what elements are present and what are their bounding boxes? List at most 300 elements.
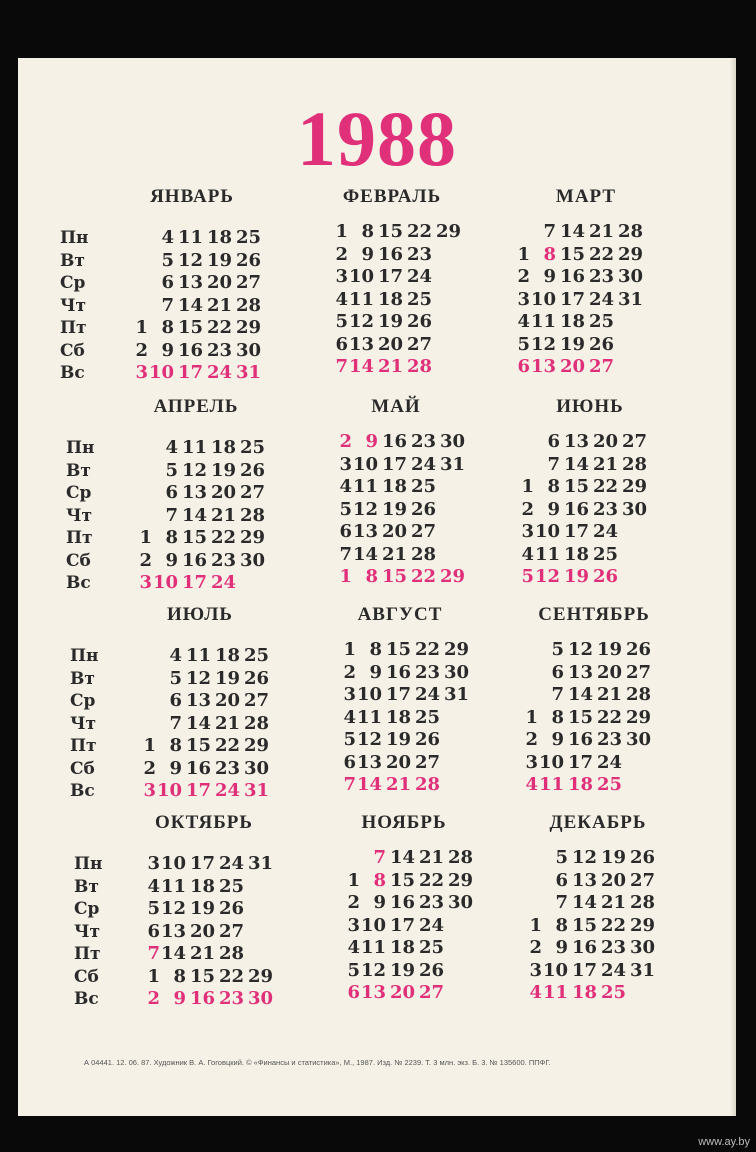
day-cell: 4 [347, 937, 360, 958]
weekday-labels [66, 438, 95, 596]
day-cell: 24 [210, 572, 236, 593]
day-cell: 12 [160, 898, 186, 919]
day-cell: 19 [214, 667, 240, 689]
day-cell: 17 [559, 288, 585, 310]
day-cell: 28 [406, 356, 432, 377]
day-cell: 23 [600, 937, 626, 958]
day-cell: 2 [517, 266, 530, 287]
day-cell: 28 [414, 774, 440, 795]
day-cell: 10 [534, 521, 560, 542]
weekday-label: Вс [70, 781, 95, 801]
day-cell: 10 [156, 780, 182, 801]
day-cell: 25 [596, 774, 622, 795]
month-name: ИЮНЬ [556, 396, 624, 417]
day-cell: 19 [559, 333, 585, 355]
day-cell: 26 [418, 959, 444, 981]
day-cell: 22 [206, 317, 232, 338]
day-cell: 27 [410, 521, 436, 542]
day-cell: 25 [600, 982, 626, 1003]
day-cell: 31 [243, 780, 269, 801]
month-name: АПРЕЛЬ [153, 396, 239, 417]
day-cell: 26 [629, 847, 655, 868]
day-cell: 27 [243, 690, 269, 711]
day-cell: 2 [525, 729, 538, 750]
day-cell: 10 [352, 453, 378, 475]
day-cell: 29 [625, 706, 651, 728]
day-cell: 16 [185, 757, 211, 779]
day-cell: 22 [410, 566, 436, 587]
day-cell: 20 [596, 661, 622, 683]
day-cell: 10 [148, 362, 174, 383]
day-cell: 4 [525, 774, 538, 795]
day-cell: 7 [373, 847, 386, 868]
day-cell: 22 [218, 965, 244, 987]
weekday-labels [74, 854, 103, 1012]
day-cell: 22 [596, 706, 622, 728]
day-cell: 3 [517, 288, 530, 310]
day-cell: 3 [521, 521, 534, 542]
day-cell: 3 [143, 780, 156, 801]
day-cell: 31 [439, 453, 465, 475]
weekday-label: Чт [74, 921, 101, 942]
day-cell: 28 [410, 543, 436, 565]
day-cell: 23 [206, 339, 232, 361]
day-cell: 24 [600, 959, 626, 981]
day-cell: 18 [189, 875, 215, 897]
month-name: ЯНВАРЬ [150, 186, 234, 207]
day-cell: 10 [356, 684, 382, 705]
day-cell: 11 [348, 288, 374, 310]
weekday-label: Ср [74, 899, 100, 919]
day-cell: 8 [547, 476, 560, 497]
day-cell: 29 [443, 639, 469, 660]
day-cell: 4 [161, 227, 174, 248]
day-cell: 14 [356, 774, 382, 795]
day-cell: 2 [529, 937, 542, 958]
day-cell: 23 [588, 266, 614, 287]
day-cell: 30 [617, 266, 643, 287]
day-cell: 17 [571, 959, 597, 981]
day-cell: 29 [235, 317, 261, 338]
weekday-label: Сб [74, 966, 99, 987]
day-cell: 11 [160, 875, 186, 897]
day-cell: 14 [185, 712, 211, 734]
day-cell: 18 [571, 982, 597, 1003]
day-cell: 28 [243, 712, 269, 734]
day-cell: 2 [143, 757, 156, 779]
day-cell: 18 [563, 543, 589, 565]
day-cell: 12 [177, 249, 203, 271]
day-cell: 3 [135, 362, 148, 383]
month-name: МАРТ [555, 186, 617, 207]
month-name: СЕНТЯБРЬ [538, 604, 650, 625]
day-cell: 8 [373, 869, 386, 891]
day-cell: 11 [352, 476, 378, 497]
day-cell: 28 [617, 221, 643, 242]
day-cell: 30 [239, 549, 265, 571]
day-cell: 30 [447, 892, 473, 913]
day-cell: 15 [177, 317, 203, 338]
day-cell: 7 [547, 453, 560, 475]
day-cell: 7 [343, 774, 356, 795]
weekday-label: Вс [74, 989, 99, 1009]
day-cell: 7 [339, 543, 352, 565]
day-cell: 15 [381, 566, 407, 587]
day-cell: 8 [165, 527, 178, 548]
day-cell: 24 [218, 853, 244, 874]
day-cell: 15 [567, 706, 593, 728]
day-cell: 5 [343, 729, 356, 750]
day-cell: 30 [629, 937, 655, 958]
day-cell: 9 [369, 661, 382, 683]
weekday-label: Вт [60, 250, 85, 271]
calendar-year: 1988 [297, 95, 457, 182]
day-cell: 14 [160, 943, 186, 964]
weekday-label: Сб [60, 340, 85, 361]
month-name: МАЙ [371, 396, 421, 417]
day-cell: 2 [521, 498, 534, 520]
day-cell: 16 [189, 988, 215, 1009]
day-cell: 18 [559, 311, 585, 332]
day-cell: 8 [169, 735, 182, 756]
day-cell: 23 [418, 892, 444, 913]
day-cell: 20 [600, 869, 626, 891]
day-cell: 9 [555, 937, 568, 958]
day-cell: 5 [339, 498, 352, 520]
day-cell: 9 [169, 757, 182, 779]
day-cell: 7 [169, 712, 182, 734]
day-cell: 20 [189, 920, 215, 942]
day-cell: 16 [377, 243, 403, 265]
day-cell: 11 [530, 311, 556, 332]
day-cell: 28 [235, 294, 261, 316]
day-cell: 30 [439, 431, 465, 452]
day-cell: 17 [189, 853, 215, 874]
day-cell: 6 [343, 751, 356, 773]
day-cell: 11 [542, 982, 568, 1003]
day-cell: 21 [381, 543, 407, 565]
day-cell: 15 [185, 735, 211, 756]
day-cell: 19 [596, 639, 622, 660]
weekday-label: Ср [70, 691, 96, 711]
day-cell: 5 [551, 639, 564, 660]
day-cell: 26 [235, 249, 261, 271]
day-cell: 20 [206, 272, 232, 293]
day-cell: 15 [571, 914, 597, 936]
day-cell: 25 [239, 437, 265, 458]
weekday-label: Вс [66, 573, 91, 593]
day-cell: 29 [447, 869, 473, 891]
weekday-label: Пн [66, 438, 95, 458]
day-cell: 19 [189, 898, 215, 919]
weekday-label: Пт [66, 528, 93, 548]
day-cell: 8 [555, 914, 568, 936]
day-cell: 20 [214, 690, 240, 711]
day-cell: 4 [169, 645, 182, 666]
day-cell: 4 [339, 476, 352, 497]
day-cell: 20 [210, 482, 236, 503]
day-cell: 24 [214, 780, 240, 801]
day-cell: 28 [629, 892, 655, 913]
day-cell: 17 [185, 780, 211, 801]
day-cell: 21 [206, 294, 232, 316]
weekday-label: Вс [60, 363, 85, 383]
weekday-label: Ср [60, 273, 86, 293]
day-cell: 13 [356, 751, 382, 773]
day-cell: 1 [139, 527, 152, 548]
weekday-label: Чт [66, 505, 93, 526]
day-cell: 7 [335, 356, 348, 377]
day-cell: 5 [147, 898, 160, 919]
day-cell: 9 [543, 266, 556, 287]
day-cell: 13 [177, 272, 203, 293]
day-cell: 20 [385, 751, 411, 773]
day-cell: 6 [551, 661, 564, 683]
day-cell: 27 [418, 982, 444, 1003]
day-cell: 27 [239, 482, 265, 503]
day-cell: 12 [348, 311, 374, 332]
weekday-label: Вт [66, 460, 91, 481]
day-cell: 3 [139, 572, 152, 593]
weekday-label: Ср [66, 483, 92, 503]
weekday-label: Сб [66, 550, 91, 571]
day-cell: 9 [173, 988, 186, 1009]
day-cell: 27 [218, 920, 244, 942]
day-cell: 19 [381, 498, 407, 520]
day-cell: 8 [551, 706, 564, 728]
day-cell: 21 [596, 684, 622, 705]
day-cell: 2 [147, 988, 160, 1009]
day-cell: 15 [181, 527, 207, 548]
day-cell: 5 [555, 847, 568, 868]
day-cell: 8 [361, 221, 374, 242]
day-cell: 5 [521, 566, 534, 587]
day-cell: 17 [177, 362, 203, 383]
day-cell: 23 [414, 661, 440, 683]
month-name: ФЕВРАЛЬ [342, 186, 442, 207]
weekday-label: Пн [70, 646, 99, 666]
day-cell: 12 [181, 459, 207, 481]
day-cell: 21 [377, 356, 403, 377]
day-cell: 20 [377, 333, 403, 355]
day-cell: 18 [381, 476, 407, 497]
watermark: www.ay.by [698, 1136, 750, 1148]
day-cell: 30 [243, 757, 269, 779]
day-cell: 10 [160, 853, 186, 874]
day-cell: 26 [218, 898, 244, 919]
day-cell: 5 [169, 667, 182, 689]
month-name: ИЮЛЬ [167, 604, 233, 625]
day-cell: 10 [542, 959, 568, 981]
day-cell: 26 [406, 311, 432, 332]
month-name: НОЯБРЬ [361, 812, 447, 833]
day-cell: 28 [447, 847, 473, 868]
weekday-label: Чт [60, 295, 87, 316]
day-cell: 6 [335, 333, 348, 355]
day-cell: 6 [547, 431, 560, 452]
day-cell: 13 [567, 661, 593, 683]
day-cell: 22 [214, 735, 240, 756]
day-cell: 27 [414, 751, 440, 773]
day-cell: 22 [588, 243, 614, 265]
day-cell: 24 [410, 453, 436, 475]
day-cell: 5 [335, 311, 348, 332]
day-cell: 2 [335, 243, 348, 265]
day-cell: 15 [559, 243, 585, 265]
month-name: ОКТЯБРЬ [155, 812, 253, 833]
day-cell: 18 [210, 437, 236, 458]
month-name: АВГУСТ [357, 604, 443, 625]
day-cell: 20 [389, 982, 415, 1003]
day-cell: 23 [592, 498, 618, 520]
day-cell: 7 [147, 943, 160, 964]
day-cell: 5 [347, 959, 360, 981]
day-cell: 9 [161, 339, 174, 361]
day-cell: 15 [189, 965, 215, 987]
day-cell: 25 [410, 476, 436, 497]
day-cell: 9 [373, 892, 386, 913]
day-cell: 22 [406, 221, 432, 242]
day-cell: 31 [617, 288, 643, 310]
weekday-label: Вт [70, 668, 95, 689]
day-cell: 21 [385, 774, 411, 795]
day-cell: 28 [218, 943, 244, 964]
day-cell: 16 [563, 498, 589, 520]
day-cell: 26 [625, 639, 651, 660]
day-cell: 4 [335, 288, 348, 310]
day-cell: 10 [152, 572, 178, 593]
day-cell: 12 [185, 667, 211, 689]
day-cell: 21 [189, 943, 215, 964]
day-cell: 27 [629, 869, 655, 891]
day-cell: 15 [389, 869, 415, 891]
day-cell: 19 [563, 566, 589, 587]
day-cell: 8 [369, 639, 382, 660]
day-cell: 3 [343, 684, 356, 705]
day-cell: 27 [621, 431, 647, 452]
day-cell: 29 [247, 965, 273, 987]
day-cell: 12 [534, 566, 560, 587]
weekday-label: Пт [60, 318, 87, 338]
day-cell: 2 [339, 431, 352, 452]
day-cell: 11 [360, 937, 386, 958]
day-cell: 16 [567, 729, 593, 750]
day-cell: 4 [529, 982, 542, 1003]
day-cell: 9 [365, 431, 378, 452]
day-cell: 27 [625, 661, 651, 683]
day-cell: 13 [530, 356, 556, 377]
day-cell: 6 [517, 356, 530, 377]
day-cell: 24 [206, 362, 232, 383]
weekday-labels [70, 646, 99, 804]
weekday-label: Пт [70, 736, 97, 756]
day-cell: 1 [335, 221, 348, 242]
day-cell: 6 [161, 272, 174, 293]
day-cell: 17 [381, 453, 407, 475]
day-cell: 23 [214, 757, 240, 779]
day-cell: 3 [147, 853, 160, 874]
day-cell: 11 [538, 774, 564, 795]
day-cell: 13 [181, 482, 207, 503]
day-cell: 29 [435, 221, 461, 242]
day-cell: 4 [517, 311, 530, 332]
day-cell: 31 [235, 362, 261, 383]
day-cell: 27 [588, 356, 614, 377]
day-cell: 4 [343, 706, 356, 728]
day-cell: 8 [173, 965, 186, 987]
day-cell: 23 [218, 988, 244, 1009]
day-cell: 6 [169, 690, 182, 711]
weekday-label: Чт [70, 713, 97, 734]
day-cell: 15 [563, 476, 589, 497]
day-cell: 12 [567, 639, 593, 660]
day-cell: 1 [143, 735, 156, 756]
day-cell: 26 [414, 729, 440, 750]
day-cell: 3 [339, 453, 352, 475]
day-cell: 1 [517, 243, 530, 265]
day-cell: 12 [352, 498, 378, 520]
day-cell: 22 [414, 639, 440, 660]
day-cell: 10 [360, 914, 386, 936]
day-cell: 14 [571, 892, 597, 913]
day-cell: 16 [177, 339, 203, 361]
day-cell: 6 [339, 521, 352, 542]
day-cell: 13 [352, 521, 378, 542]
day-cell: 19 [389, 959, 415, 981]
day-cell: 11 [177, 227, 203, 248]
day-cell: 7 [161, 294, 174, 316]
day-cell: 8 [161, 317, 174, 338]
day-cell: 13 [571, 869, 597, 891]
day-cell: 22 [418, 869, 444, 891]
day-cell: 24 [588, 288, 614, 310]
day-cell: 25 [243, 645, 269, 666]
day-cell: 1 [521, 476, 534, 497]
day-cell: 2 [139, 549, 152, 571]
day-cell: 24 [406, 266, 432, 287]
day-cell: 2 [135, 339, 148, 361]
day-cell: 13 [160, 920, 186, 942]
day-cell: 10 [538, 751, 564, 773]
day-cell: 13 [185, 690, 211, 711]
day-cell: 18 [377, 288, 403, 310]
day-cell: 22 [210, 527, 236, 548]
day-cell: 4 [147, 875, 160, 897]
day-cell: 19 [600, 847, 626, 868]
day-cell: 24 [592, 521, 618, 542]
day-cell: 8 [543, 243, 556, 265]
day-cell: 20 [381, 521, 407, 542]
day-cell: 16 [389, 892, 415, 913]
day-cell: 5 [517, 333, 530, 355]
day-cell: 26 [410, 498, 436, 520]
day-cell: 5 [161, 249, 174, 271]
day-cell: 9 [551, 729, 564, 750]
day-cell: 14 [348, 356, 374, 377]
day-cell: 17 [389, 914, 415, 936]
day-cell: 28 [621, 453, 647, 475]
day-cell: 14 [181, 504, 207, 526]
day-cell: 4 [521, 543, 534, 565]
day-cell: 14 [352, 543, 378, 565]
day-cell: 21 [592, 453, 618, 475]
day-cell: 9 [165, 549, 178, 571]
day-cell: 11 [534, 543, 560, 565]
weekday-label: Пн [74, 854, 103, 874]
day-cell: 3 [347, 914, 360, 936]
day-cell: 14 [567, 684, 593, 705]
day-cell: 15 [385, 639, 411, 660]
